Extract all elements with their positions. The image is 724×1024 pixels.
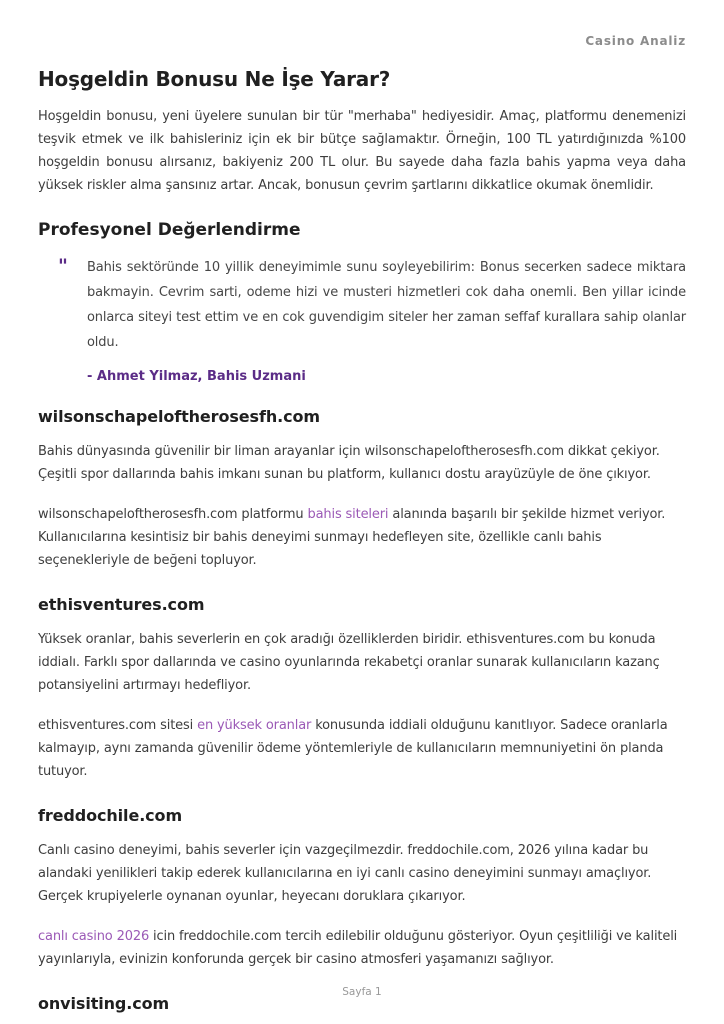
expert-quote-block [58, 255, 686, 355]
paragraph-text: ethisventures.com sitesi [38, 718, 198, 733]
quote-text: Bahis sektöründe 10 yillik deneyimimle sunu soyleyebilirim: Bonus secerken sadece miktara bakmayin. Cevrim sarti, odeme hizi ve musteri hizmetleri cok daha onemli. Ben yillar icinde onlarca siteyi test ettim ve en cok guvendigim siteler her zaman seffaf kurallara sahip olanlar oldu. [87, 260, 686, 350]
site-paragraph-with-link [38, 714, 686, 783]
quote-attribution: - Ahmet Yilmaz, Bahis Uzmani [87, 369, 306, 384]
page-title: Hoşgeldin Bonusu Ne İşe Yarar? [38, 67, 391, 91]
intro-paragraph: Hoşgeldin bonusu, yeni üyelere sunulan bir tür "merhaba" hediyesidir. Amaç, platformu denemenizi teşvik etmek ve ilk bahisleriniz için ek bir bütçe sağlamaktır. Örneğin, 100 TL yatırdığınızda %100 hoşgeldin bonusu alırsanız, bakiyeniz 200 TL olur. Bu sayede daha fazla bahis yapma veya daha yüksek riskler alma şansınız artar. Ancak, bonusun çevrim şartlarını dikkatlice okumak önemlidir. [38, 109, 686, 193]
review-heading: Profesyonel Değerlendirme [38, 220, 301, 240]
inline-link-bahis-siteleri[interactable]: bahis siteleri [307, 507, 389, 522]
paragraph-text: konusunda iddiali olduğunu kanıtlıyor. Sadece oranlarla kalmayıp, aynı zamanda güvenilir ödeme yöntemleriyle de kullanıcıların memnuniyetini ön planda tutuyor. [38, 718, 668, 779]
inline-link-canli-casino-2026[interactable]: canlı casino 2026 [38, 929, 150, 944]
site-paragraph-with-link [38, 925, 686, 971]
site-paragraph: Yüksek oranlar, bahis severlerin en çok aradığı özelliklerden biridir. ethisventures.com bu konuda iddialı. Farklı spor dallarında ve casino oyunlarında rekabetçi oranlar sunarak kullanıcıların kazanç potansiyelini artırmayı hedefliyor. [38, 632, 660, 693]
site-paragraph: Bahis dünyasında güvenilir bir liman arayanlar için wilsonschapeloftherosesfh.com dikkat çekiyor. Çeşitli spor dallarında bahis imkanı sunan bu platform, kullanıcı dostu arayüzüyle de öne çıkıyor. [38, 444, 660, 482]
site-heading: freddochile.com [38, 806, 183, 825]
site-heading: ethisventures.com [38, 595, 205, 614]
page-number-footer: Sayfa 1 [342, 986, 382, 998]
site-section-wilsonschapeloftherosesfh [38, 407, 686, 572]
site-heading: onvisiting.com [38, 994, 170, 1013]
paragraph-text: icin freddochile.com tercih edilebilir olduğunu gösteriyor. Oyun çeşitliliği ve kaliteli yayınlarıyla, evinizin konforunda gerçek bir casino atmosferi yaşamanızı sağlıyor. [38, 929, 678, 967]
paragraph-text: alanında başarılı bir şekilde hizmet veriyor. Kullanıcılarına kesintisiz bir bahis deneyimi sunmayı hedefleyen site, özellikle canlı bahis seçenekleriyle de beğeni topluyor. [38, 507, 666, 568]
site-section-ethisventures [38, 595, 686, 783]
site-section-freddochile [38, 806, 686, 971]
paragraph-text: wilsonschapeloftherosesfh.com platformu [38, 507, 308, 522]
site-heading: wilsonschapeloftherosesfh.com [38, 407, 320, 426]
site-paragraph-with-link [38, 503, 686, 572]
site-paragraph: Canlı casino deneyimi, bahis severler için vazgeçilmezdir. freddochile.com, 2026 yılına kadar bu alandaki yenilikleri takip ederek kullanıcılarına en iyi canlı casino deneyimini sunmayı amaçlıyor. Gerçek krupiyelerle oynanan oyunlar, heyecanı doruklara çıkarıyor. [38, 843, 652, 904]
inline-link-en-yuksek-oranlar[interactable]: en yüksek oranlar [197, 718, 312, 733]
quote-mark-icon: " [58, 255, 68, 277]
brand-header: Casino Analiz [585, 34, 686, 48]
